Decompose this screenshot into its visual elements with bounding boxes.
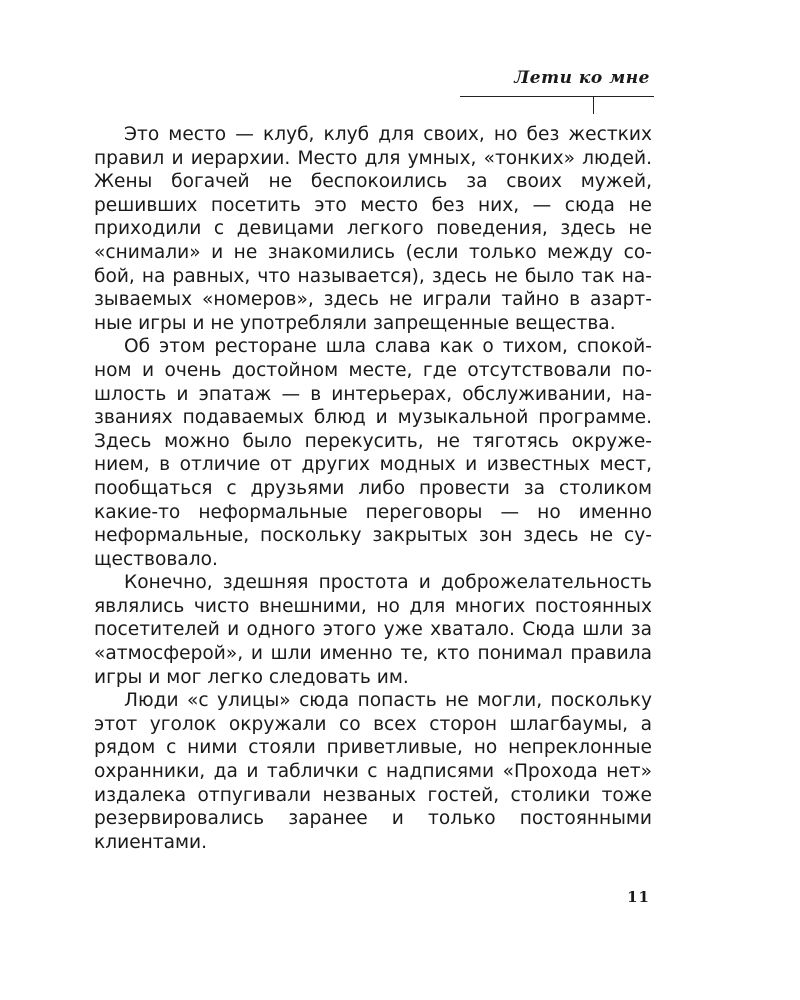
page-number: 11 bbox=[627, 888, 650, 906]
paragraph: Об этом ресторане шла слава как о тихом, спокойном и очень достойном месте, где отсутствовали пошлость и эпатаж — в интерьерах, обслуживании, названиях подаваемых блюд и музыкальной программе. Здесь можно было перекусить, не тяготясь окружением, в отличие от других модных и известных мест, пообщаться с друзьями либо провести за столиком какие-то неформальные переговоры — но именно неформальные, поскольку закрытых зон здесь не существовало. bbox=[94, 336, 652, 570]
header-rule-tick bbox=[593, 96, 594, 114]
paragraph: Люди «с улицы» сюда попасть не могли, поскольку этот уголок окружали со всех сторон шлагбаумы, а рядом с ними стояли приветливые, но непреклонные охранники, да и таблички с надписями «Прохода нет» издалека отпугивали незваных гостей, столики тоже резервировались заранее и только постоянными клиентами. bbox=[94, 690, 652, 853]
header-rule bbox=[460, 96, 654, 97]
paragraph: Конечно, здешняя простота и доброжелательность являлись чисто внешними, но для многих постоянных посетителей и одного этого уже хватало. Сюда шли за «атмосферой», и шли именно те, кто понимал правила игры и мог легко следовать им. bbox=[94, 572, 652, 688]
body-text bbox=[94, 123, 652, 854]
running-head-title: Лети ко мне bbox=[514, 68, 650, 88]
paragraph: Это место — клуб, клуб для своих, но без жестких правил и иерархии. Место для умных, «тонких» людей. Жены богачей не беспокоились за своих мужей, решивших посетить это место без них, — сюда не приходили с девицами легкого поведения, здесь не «снимали» и не знакомились (если только между собой, на равных, что называется), здесь не было так называемых «номеров», здесь не играли тайно в азартные игры и не употребляли запрещенные вещества. bbox=[94, 124, 652, 334]
